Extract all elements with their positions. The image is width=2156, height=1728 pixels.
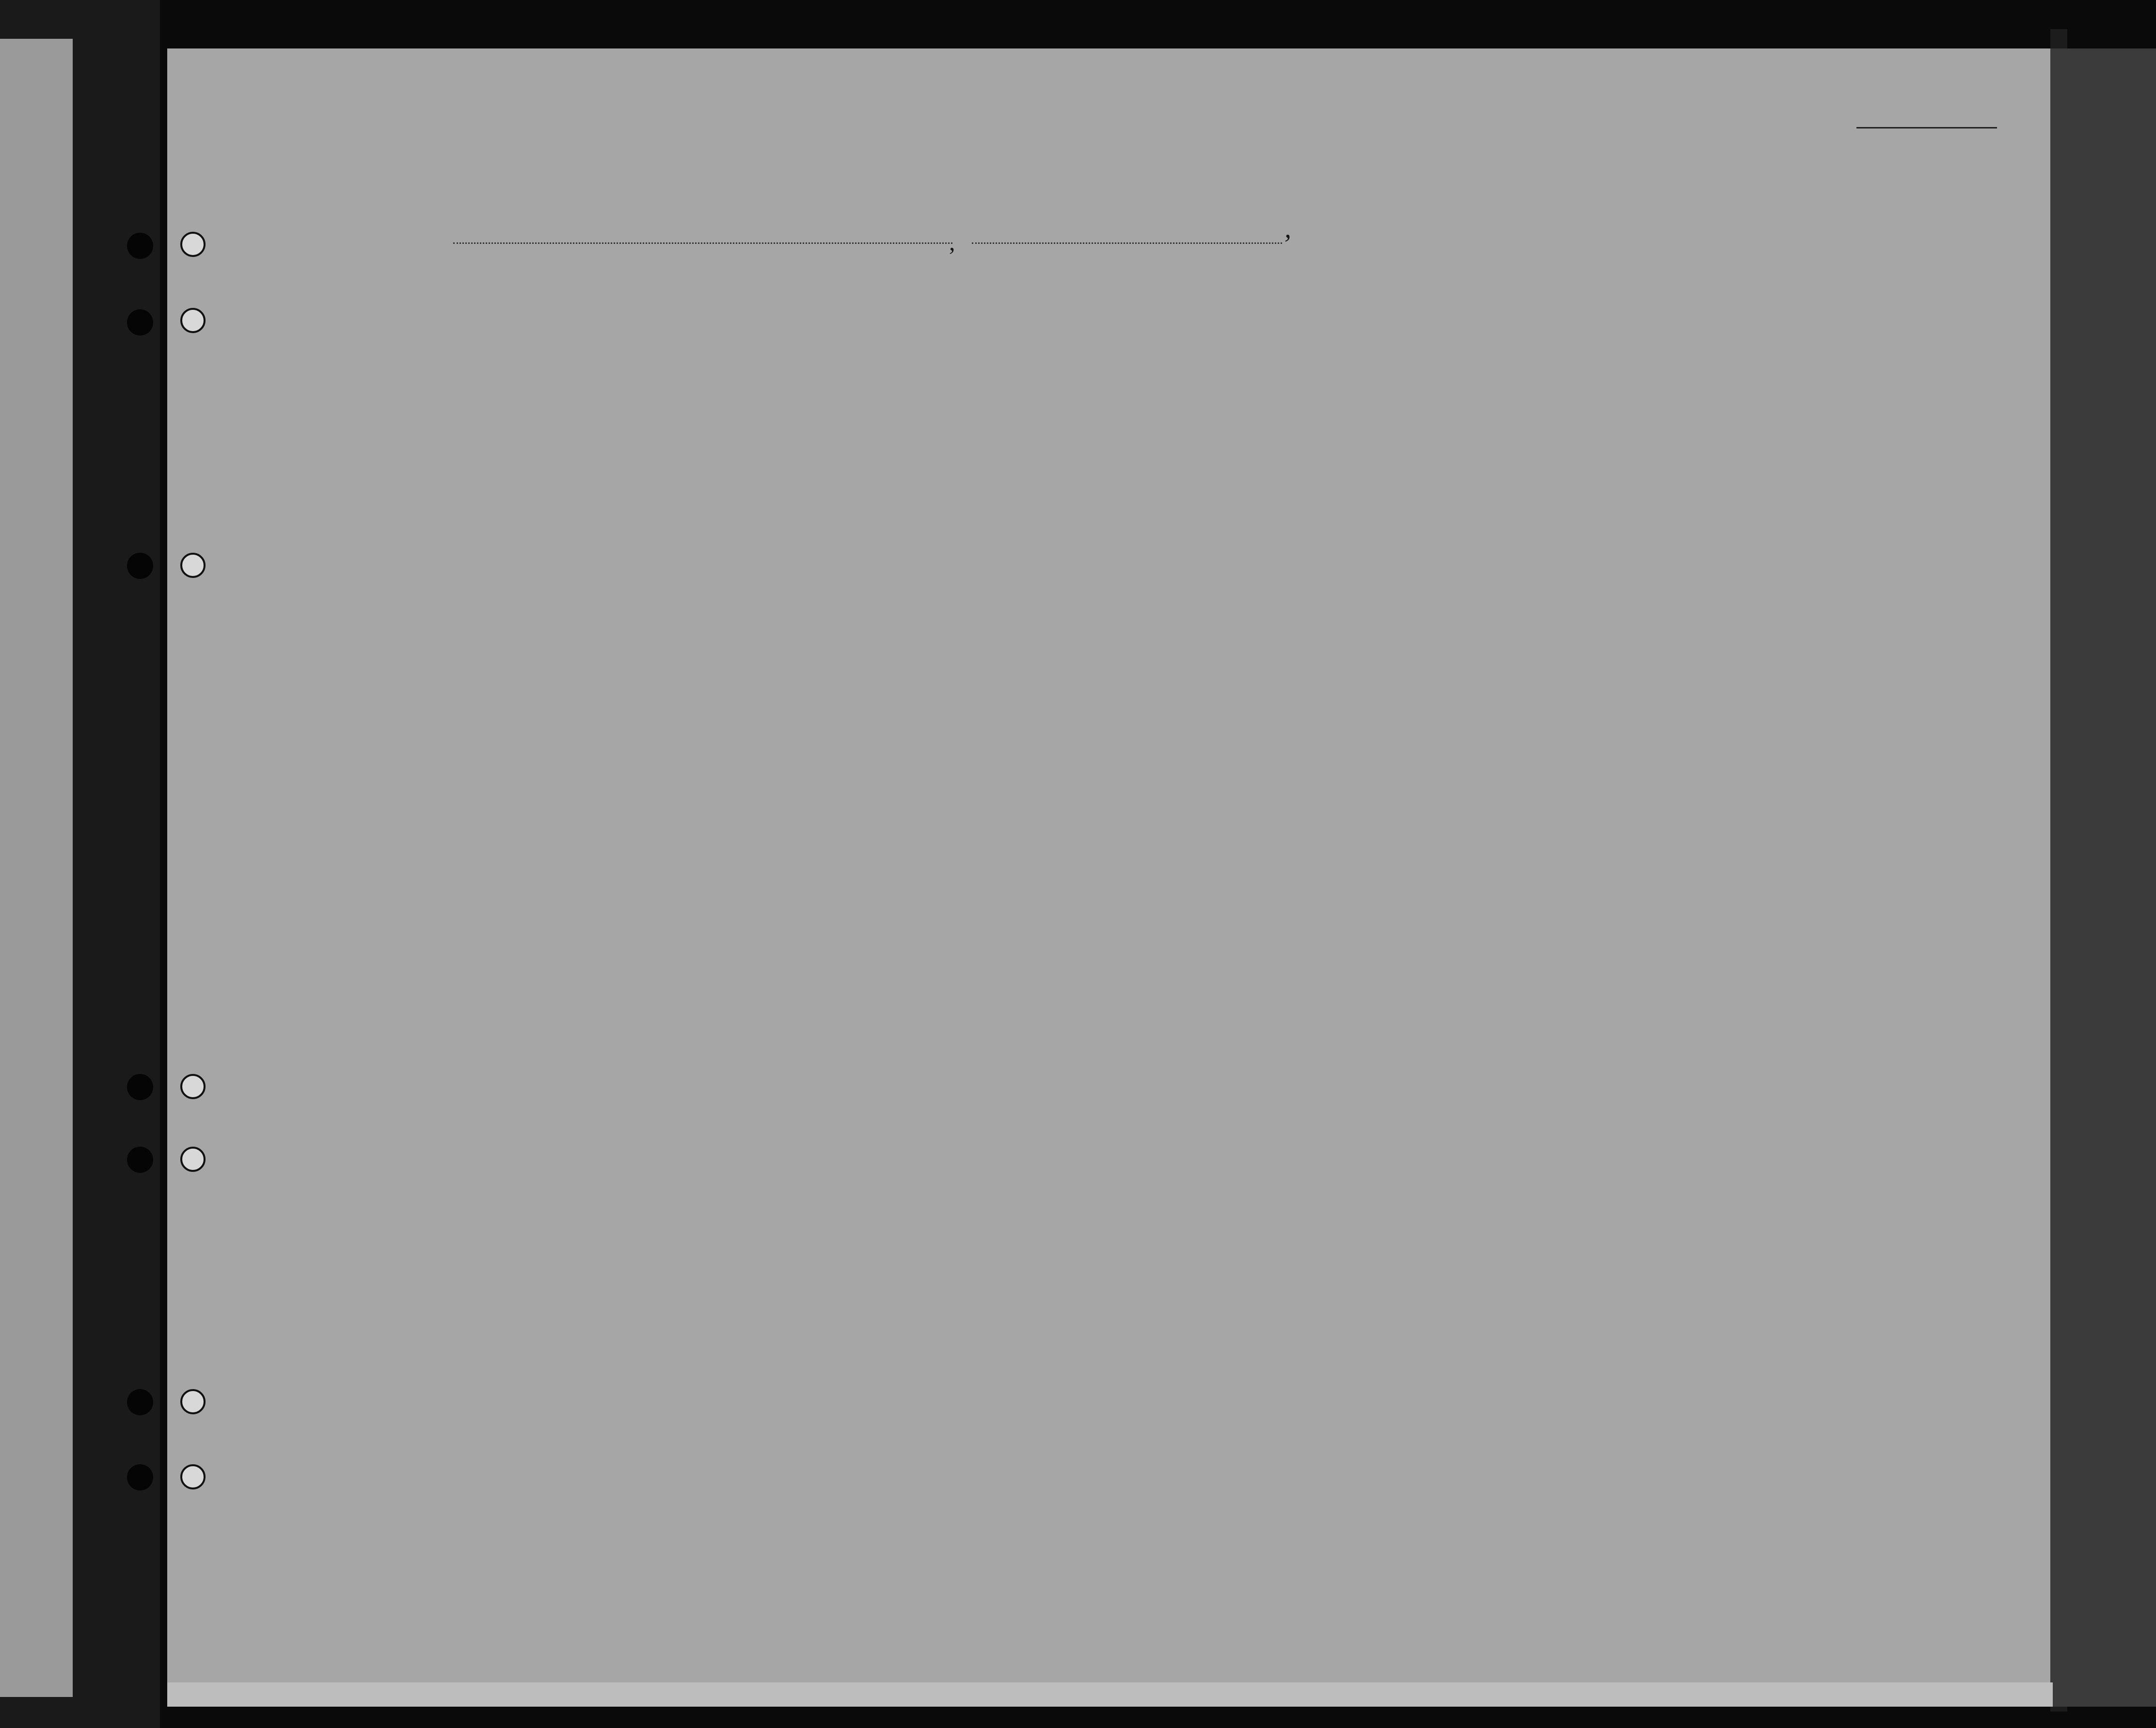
page-bottom-edge <box>167 1682 2053 1707</box>
year-prefix: , <box>1284 214 1291 244</box>
separator: , <box>949 228 955 256</box>
